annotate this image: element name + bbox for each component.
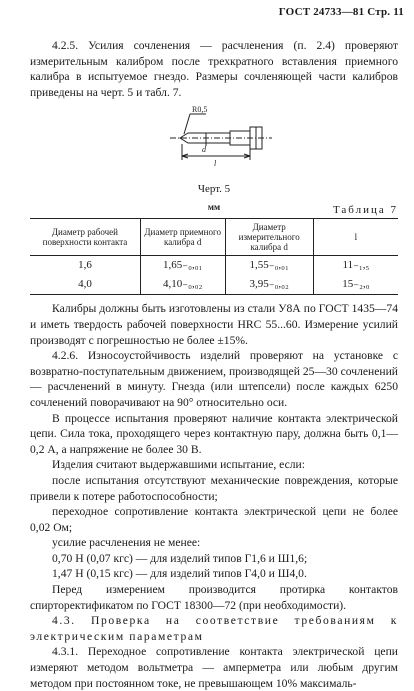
table-cell: 4,0 (30, 275, 140, 295)
figure-caption: Черт. 5 (197, 183, 231, 196)
paragraph-4-2-5: 4.2.5. Усилия сочленения — расчленения (п. 2.4) проверяют измерительным калибром после трехкратного вставления приемного калибра в испытуемое гнездо. Размеры сочленяющей части калибров приведены на черт. 5 и табл. 7. (30, 39, 398, 99)
table-header: Диаметр приемного калибра d (140, 219, 225, 256)
table-cell: 11₋₁,₅ (342, 259, 370, 272)
table-cell: 3,95₋₀,₀₂ (225, 275, 313, 295)
section-heading-4-3: 4.3. Проверка на соответствие требованиям к электрическим параметрам (30, 614, 398, 643)
table-cell: 1,6 (30, 256, 140, 276)
table-7 (30, 218, 398, 295)
table-row (30, 256, 398, 276)
length-label: l (214, 159, 217, 169)
paragraph-passed: Изделия считают выдержавшими испытание, если: (52, 458, 305, 472)
diameter-label: d (202, 145, 206, 155)
table-header: Диаметр измерительного калибра d (225, 219, 313, 256)
table-caption: Таблица 7 (332, 204, 398, 217)
paragraph-check: В процессе испытания проверяют наличие контакта электрической цепи. Сила тока, проходящего через контактную пару, должна быть 0,1—0,2 А, а напряжение не более 30 В. (30, 411, 398, 456)
table-cell: 15₋₂,₀ (313, 275, 398, 295)
paragraph-resistance: переходное сопротивление контакта электрической цепи не более 0,02 Ом; (30, 505, 398, 534)
gauge-drawing (30, 100, 398, 176)
table-cell: 4,10₋₀,₀₂ (140, 275, 225, 295)
force-item-2: 1,47 Н (0,15 кгс) — для изделий типов Г4,0 и Ш4,0. (52, 567, 307, 581)
units-label: мм (207, 202, 221, 213)
table-header: l (313, 219, 398, 256)
paragraph-after: после испытания отсутствуют механические повреждения, которые привели к потере работоспособности; (30, 473, 398, 503)
paragraph-force: усилие расчленения не менее: (52, 536, 201, 550)
page-header: ГОСТ 24733—81 Стр. 11 (278, 6, 404, 18)
document-body (30, 38, 398, 691)
radius-label: R0,5 (192, 105, 208, 115)
table-cell: 1,55₋₀,₀₁ (225, 256, 313, 276)
paragraph-4-2-6: 4.2.6. Износоустойчивость изделий проверяют на установке с возвратно-поступательным движением, производящей 25—30 сочленений — расчленений в минуту. Гнезда (или штепсели) после каждых 6250 сочленений поворачивают на 90° относительно оси. (30, 349, 398, 409)
table-header: Диаметр рабочей поверхности контакта (30, 219, 140, 256)
paragraph-before: Перед измерением производится протирка контактов спирторектификатом по ГОСТ 18300—72 (при необходимости). (30, 583, 398, 612)
table-cell: 1,65₋₀,₀₁ (140, 256, 225, 276)
paragraph-4-3-1: 4.3.1. Переходное сопротивление контакта электрической цепи измеряют методом вольтметра — амперметра или любым другим методом при постоянном токе, не превышающем 10% максималь- (30, 645, 398, 690)
table-row (30, 275, 398, 295)
figure-5 (30, 100, 398, 196)
force-item-1: 0,70 Н (0,07 кгс) — для изделий типов Г1,6 и Ш1,6; (52, 551, 308, 565)
paragraph-material: Калибры должны быть изготовлены из стали У8А по ГОСТ 1435—74 и иметь твердость рабочей поверхности HRC 55...60. Измерение усилий производят с погрешностью не более ±15%. (30, 302, 398, 347)
